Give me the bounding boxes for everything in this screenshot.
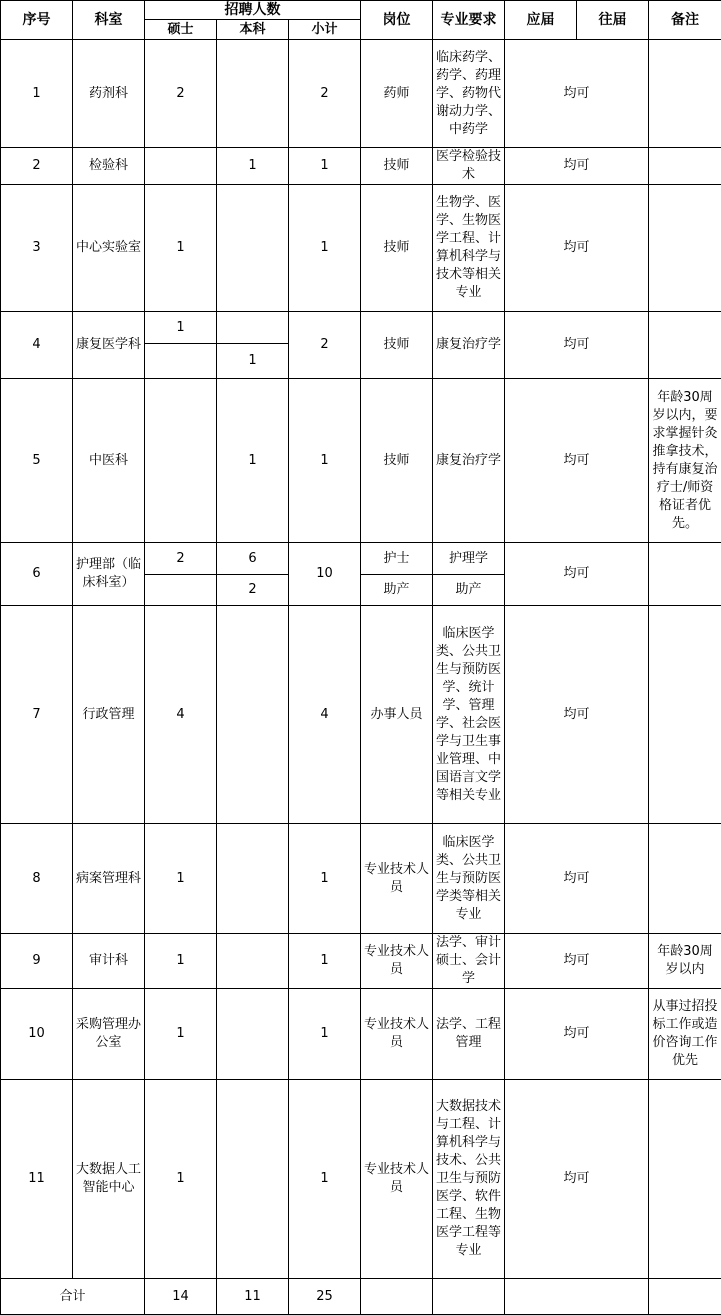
cell-bachelor xyxy=(217,1080,289,1279)
header-master: 硕士 xyxy=(145,20,217,40)
cell-seq: 4 xyxy=(1,312,73,379)
cell-post: 技师 xyxy=(361,312,433,379)
cell-major: 临床医学类、公共卫生与预防医学类等相关专业 xyxy=(433,824,505,934)
header-subtotal: 小计 xyxy=(289,20,361,40)
cell-major: 生物学、医学、生物医学工程、计算机科学与技术等相关专业 xyxy=(433,185,505,312)
cell-master: 1 xyxy=(145,934,217,989)
cell-remark xyxy=(649,606,721,824)
cell-major: 护理学 xyxy=(433,543,505,575)
cell-master: 1 xyxy=(145,312,217,344)
cell-bachelor xyxy=(217,606,289,824)
table-row xyxy=(1,1080,721,1279)
cell-master xyxy=(145,344,217,379)
table-row xyxy=(1,185,721,312)
table-row xyxy=(1,40,721,148)
cell-bachelor xyxy=(217,40,289,148)
cell-dept: 中心实验室 xyxy=(73,185,145,312)
header-seq: 序号 xyxy=(1,1,73,40)
cell-subtotal: 2 xyxy=(289,312,361,379)
cell-master: 1 xyxy=(145,989,217,1080)
cell-dept: 康复医学科 xyxy=(73,312,145,379)
cell-remark xyxy=(649,824,721,934)
header-dept: 科室 xyxy=(73,1,145,40)
header-recruit-count: 招聘人数 xyxy=(145,1,361,20)
cell-grad: 均可 xyxy=(505,40,649,148)
header-bachelor: 本科 xyxy=(217,20,289,40)
cell-grad: 均可 xyxy=(505,312,649,379)
cell-bachelor: 1 xyxy=(217,148,289,185)
cell-major: 临床药学、药学、药理学、药物代谢动力学、中药学 xyxy=(433,40,505,148)
cell-post: 护士 xyxy=(361,543,433,575)
cell-post: 技师 xyxy=(361,379,433,543)
cell-seq: 10 xyxy=(1,989,73,1080)
cell-dept: 行政管理 xyxy=(73,606,145,824)
cell-dept: 采购管理办公室 xyxy=(73,989,145,1080)
cell-grad: 均可 xyxy=(505,148,649,185)
cell-bachelor xyxy=(217,185,289,312)
total-remark-empty xyxy=(649,1279,721,1315)
total-grad-empty xyxy=(505,1279,649,1315)
cell-post: 助产 xyxy=(361,575,433,606)
table-row xyxy=(1,824,721,934)
total-subtotal: 25 xyxy=(289,1279,361,1315)
cell-grad: 均可 xyxy=(505,543,649,606)
cell-subtotal: 10 xyxy=(289,543,361,606)
cell-bachelor xyxy=(217,312,289,344)
cell-major: 康复治疗学 xyxy=(433,312,505,379)
table-row xyxy=(1,379,721,543)
cell-major: 医学检验技术 xyxy=(433,148,505,185)
table-row xyxy=(1,312,721,344)
cell-grad: 均可 xyxy=(505,934,649,989)
total-row xyxy=(1,1279,721,1315)
cell-subtotal: 1 xyxy=(289,1080,361,1279)
cell-master xyxy=(145,575,217,606)
cell-subtotal: 1 xyxy=(289,148,361,185)
cell-seq: 11 xyxy=(1,1080,73,1279)
cell-dept: 检验科 xyxy=(73,148,145,185)
cell-major: 康复治疗学 xyxy=(433,379,505,543)
cell-subtotal: 4 xyxy=(289,606,361,824)
header-fresh: 应届 xyxy=(505,1,577,40)
cell-dept: 大数据人工智能中心 xyxy=(73,1080,145,1279)
cell-dept: 药剂科 xyxy=(73,40,145,148)
cell-bachelor xyxy=(217,934,289,989)
cell-subtotal: 1 xyxy=(289,934,361,989)
cell-major: 法学、工程管理 xyxy=(433,989,505,1080)
header-post: 岗位 xyxy=(361,1,433,40)
cell-post: 专业技术人员 xyxy=(361,934,433,989)
cell-grad: 均可 xyxy=(505,1080,649,1279)
cell-remark xyxy=(649,40,721,148)
cell-post: 办事人员 xyxy=(361,606,433,824)
cell-post: 药师 xyxy=(361,40,433,148)
cell-seq: 9 xyxy=(1,934,73,989)
cell-seq: 1 xyxy=(1,40,73,148)
cell-remark: 年龄30周岁以内，要求掌握针灸推拿技术，持有康复治疗士/师资格证者优先。 xyxy=(649,379,721,543)
cell-subtotal: 1 xyxy=(289,185,361,312)
cell-grad: 均可 xyxy=(505,989,649,1080)
cell-bachelor: 1 xyxy=(217,344,289,379)
cell-grad: 均可 xyxy=(505,606,649,824)
total-post-empty xyxy=(361,1279,433,1315)
cell-grad: 均可 xyxy=(505,379,649,543)
cell-post: 专业技术人员 xyxy=(361,824,433,934)
cell-remark: 从事过招投标工作或造价咨询工作优先 xyxy=(649,989,721,1080)
cell-post: 技师 xyxy=(361,148,433,185)
cell-grad: 均可 xyxy=(505,824,649,934)
table-row xyxy=(1,606,721,824)
cell-dept: 中医科 xyxy=(73,379,145,543)
cell-subtotal: 1 xyxy=(289,824,361,934)
cell-remark: 年龄30周岁以内 xyxy=(649,934,721,989)
cell-remark xyxy=(649,185,721,312)
cell-seq: 5 xyxy=(1,379,73,543)
cell-major: 临床医学类、公共卫生与预防医学、统计学、管理学、社会医学与卫生事业管理、中国语言文学等相关专业 xyxy=(433,606,505,824)
cell-master: 2 xyxy=(145,40,217,148)
cell-subtotal: 2 xyxy=(289,40,361,148)
cell-post: 专业技术人员 xyxy=(361,1080,433,1279)
table-row xyxy=(1,934,721,989)
cell-bachelor: 2 xyxy=(217,575,289,606)
cell-subtotal: 1 xyxy=(289,379,361,543)
cell-master: 1 xyxy=(145,1080,217,1279)
cell-major: 助产 xyxy=(433,575,505,606)
total-master: 14 xyxy=(145,1279,217,1315)
cell-bachelor xyxy=(217,989,289,1080)
cell-remark xyxy=(649,1080,721,1279)
cell-remark xyxy=(649,543,721,606)
cell-remark xyxy=(649,312,721,379)
cell-master xyxy=(145,379,217,543)
cell-bachelor: 1 xyxy=(217,379,289,543)
cell-master: 1 xyxy=(145,185,217,312)
total-label: 合计 xyxy=(1,1279,145,1315)
header-major: 专业要求 xyxy=(433,1,505,40)
total-bachelor: 11 xyxy=(217,1279,289,1315)
cell-seq: 2 xyxy=(1,148,73,185)
cell-master: 4 xyxy=(145,606,217,824)
cell-bachelor: 6 xyxy=(217,543,289,575)
cell-post: 专业技术人员 xyxy=(361,989,433,1080)
cell-grad: 均可 xyxy=(505,185,649,312)
cell-master xyxy=(145,148,217,185)
cell-seq: 3 xyxy=(1,185,73,312)
cell-major: 大数据技术与工程、计算机科学与技术、公共卫生与预防医学、软件工程、生物医学工程等专业 xyxy=(433,1080,505,1279)
total-major-empty xyxy=(433,1279,505,1315)
header-remark: 备注 xyxy=(649,1,721,40)
header-previous: 往届 xyxy=(577,1,649,40)
table-row xyxy=(1,989,721,1080)
cell-remark xyxy=(649,148,721,185)
cell-post: 技师 xyxy=(361,185,433,312)
cell-bachelor xyxy=(217,824,289,934)
cell-dept: 审计科 xyxy=(73,934,145,989)
cell-dept: 护理部（临床科室） xyxy=(73,543,145,606)
cell-dept: 病案管理科 xyxy=(73,824,145,934)
cell-master: 1 xyxy=(145,824,217,934)
table-row xyxy=(1,148,721,185)
cell-seq: 6 xyxy=(1,543,73,606)
cell-major: 法学、审计硕士、会计学 xyxy=(433,934,505,989)
cell-master: 2 xyxy=(145,543,217,575)
cell-seq: 7 xyxy=(1,606,73,824)
table-row xyxy=(1,543,721,575)
cell-seq: 8 xyxy=(1,824,73,934)
cell-subtotal: 1 xyxy=(289,989,361,1080)
